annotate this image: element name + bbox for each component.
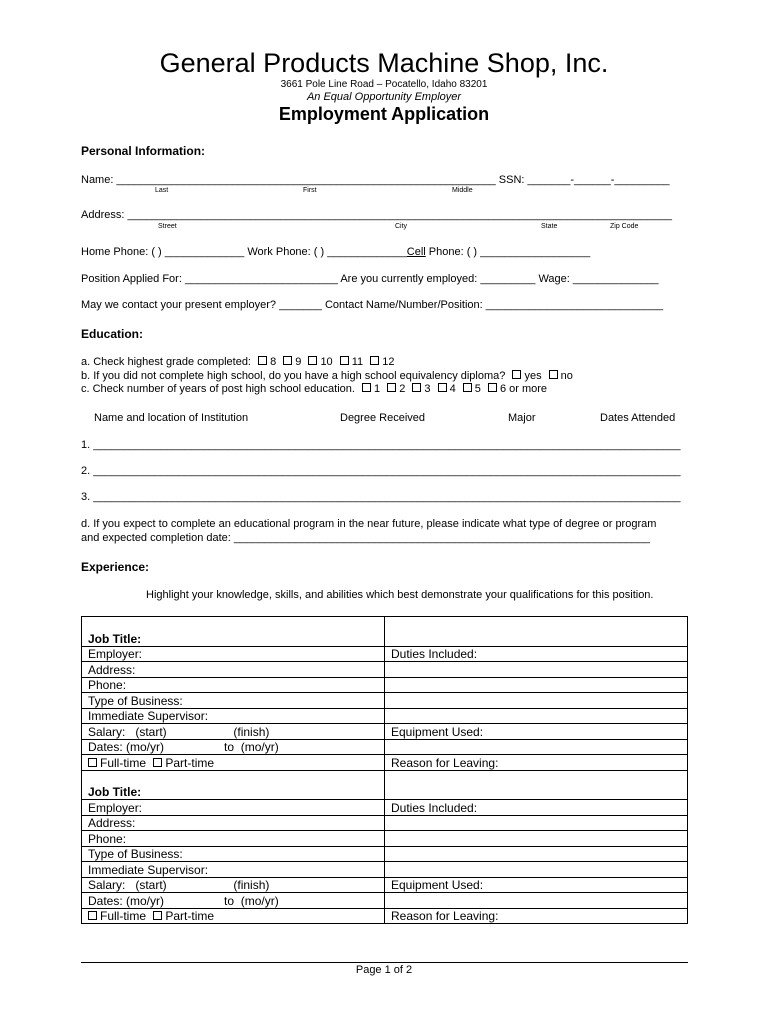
cell-label: Cell (406, 246, 426, 258)
duties-label[interactable]: Duties Included: (385, 646, 688, 662)
address-sub-zip: Zip Code (610, 223, 639, 230)
address-line[interactable]: Address: _________________________________________________________________________________________ (81, 209, 672, 221)
col-degree: Degree Received (340, 412, 425, 424)
address-label[interactable]: Address: (82, 815, 385, 831)
eoe-statement: An Equal Opportunity Employer (306, 91, 462, 103)
company-address: 3661 Pole Line Road – Pocatello, Idaho 83201 (280, 79, 488, 90)
education-row-2[interactable]: 2. ________________________________________________________________________________________________ (81, 465, 681, 477)
equivalency-row (81, 370, 573, 382)
checkbox-icon[interactable] (549, 370, 558, 379)
future-program-line-2[interactable]: and expected completion date: ____________________________________________________________________ (81, 532, 650, 544)
job-title-label[interactable]: Job Title: (82, 785, 385, 800)
education-heading: Education: (81, 327, 143, 341)
fulltime-label: Full-time (100, 909, 147, 923)
years-option: 3 (424, 383, 431, 395)
contact-line[interactable]: May we contact your present employer? _______ Contact Name/Number/Position: _____________________________ (81, 299, 664, 311)
experience-instruction: Highlight your knowledge, skills, and abilities which best demonstrate your qualifications for this position. (146, 589, 654, 601)
checkbox-icon[interactable] (387, 383, 396, 392)
years-option: 5 (474, 383, 481, 395)
checkbox-icon[interactable] (153, 911, 162, 920)
position-line[interactable]: Position Applied For: _________________________ Are you currently employed: _________ Wage: ______________ (81, 273, 659, 285)
blank-cell[interactable] (385, 631, 688, 646)
checkbox-icon[interactable] (308, 356, 317, 365)
home-work-phone: Home Phone: ( ) _____________ Work Phone: ( ) _____________ (81, 246, 407, 258)
supervisor-label[interactable]: Immediate Supervisor: (82, 708, 385, 724)
spacer-cell (385, 617, 688, 632)
address-sub-state: State (541, 223, 558, 230)
employer-label[interactable]: Employer: (82, 800, 385, 816)
checkbox-icon[interactable] (88, 758, 97, 767)
years-option: 6 or more (499, 383, 548, 395)
personal-heading: Personal Information: (81, 144, 206, 158)
equivalency-no: no (560, 370, 573, 382)
parttime-label: Part-time (165, 755, 215, 770)
salary-label[interactable]: Salary: (start) (finish) (82, 877, 385, 893)
employment-type-cell (82, 755, 385, 771)
blank-cell[interactable] (385, 785, 688, 800)
blank-cell[interactable] (385, 693, 688, 709)
education-row-1[interactable]: 1. ________________________________________________________________________________________________ (81, 439, 681, 451)
name-sub-last: Last (155, 187, 169, 194)
grade-prompt: a. Check highest grade completed: (81, 356, 251, 368)
cell-phone: Phone: ( ) __________________ (425, 246, 591, 258)
equipment-label[interactable]: Equipment Used: (385, 724, 688, 740)
type-business-label[interactable]: Type of Business: (82, 846, 385, 862)
checkbox-icon[interactable] (258, 356, 267, 365)
duties-label[interactable]: Duties Included: (385, 800, 688, 816)
fulltime-label: Full-time (100, 755, 147, 770)
address-label[interactable]: Address: (82, 662, 385, 678)
years-option: 4 (449, 383, 456, 395)
years-option: 2 (399, 383, 406, 395)
checkbox-icon[interactable] (488, 383, 497, 392)
education-row-3[interactable]: 3. ________________________________________________________________________________________________ (81, 491, 681, 503)
address-sub-street: Street (158, 223, 177, 230)
col-institution: Name and location of Institution (94, 412, 249, 424)
checkbox-icon[interactable] (362, 383, 371, 392)
spacer-cell (385, 770, 688, 785)
blank-cell[interactable] (385, 831, 688, 847)
grade-option: 10 (320, 356, 333, 368)
checkbox-icon[interactable] (438, 383, 447, 392)
salary-label[interactable]: Salary: (start) (finish) (82, 724, 385, 740)
footer-divider (81, 962, 688, 963)
col-major: Major (508, 412, 536, 424)
checkbox-icon[interactable] (88, 911, 97, 920)
blank-cell[interactable] (385, 739, 688, 755)
type-business-label[interactable]: Type of Business: (82, 693, 385, 709)
blank-cell[interactable] (385, 862, 688, 878)
job-title-label[interactable]: Job Title: (82, 631, 385, 646)
blank-cell[interactable] (385, 662, 688, 678)
name-sub-first: First (303, 187, 317, 194)
dates-label[interactable]: Dates: (mo/yr) to (mo/yr) (82, 739, 385, 755)
page-number: Page 1 of 2 (355, 964, 413, 976)
experience-heading: Experience: (81, 560, 150, 574)
checkbox-icon[interactable] (340, 356, 349, 365)
phone-line[interactable] (81, 246, 590, 258)
document-title: Employment Application (278, 104, 490, 124)
grade-completed-row (81, 356, 394, 368)
spacer-cell (82, 617, 385, 632)
name-ssn-line[interactable]: Name: ______________________________________________________________ SSN: _______-______-_________ (81, 174, 670, 186)
checkbox-icon[interactable] (283, 356, 292, 365)
post-hs-row (81, 383, 547, 395)
employment-type-cell (82, 908, 385, 924)
spacer-cell (82, 770, 385, 785)
checkbox-icon[interactable] (463, 383, 472, 392)
equipment-label[interactable]: Equipment Used: (385, 877, 688, 893)
post-hs-prompt: c. Check number of years of post high school education. (81, 383, 355, 395)
checkbox-icon[interactable] (512, 370, 521, 379)
blank-cell[interactable] (385, 708, 688, 724)
grade-option: 9 (295, 356, 302, 368)
experience-table (81, 616, 688, 924)
reason-label[interactable]: Reason for Leaving: (385, 755, 688, 771)
grade-option: 11 (351, 356, 364, 368)
blank-cell[interactable] (385, 815, 688, 831)
blank-cell[interactable] (385, 677, 688, 693)
equivalency-yes: yes (524, 370, 542, 382)
phone-label[interactable]: Phone: (82, 831, 385, 847)
employer-label[interactable]: Employer: (82, 646, 385, 662)
years-option: 1 (374, 383, 381, 395)
supervisor-label[interactable]: Immediate Supervisor: (82, 862, 385, 878)
dates-label[interactable]: Dates: (mo/yr) to (mo/yr) (82, 893, 385, 909)
grade-option: 12 (382, 356, 395, 368)
company-name: General Products Machine Shop, Inc. (159, 48, 609, 78)
checkbox-icon[interactable] (412, 383, 421, 392)
phone-label[interactable]: Phone: (82, 677, 385, 693)
blank-cell[interactable] (385, 846, 688, 862)
blank-cell[interactable] (385, 893, 688, 909)
equivalency-prompt: b. If you did not complete high school, do you have a high school equivalency diploma? (81, 370, 506, 382)
checkbox-icon[interactable] (153, 758, 162, 767)
address-sub-city: City (395, 223, 408, 230)
col-dates: Dates Attended (600, 412, 676, 424)
reason-label[interactable]: Reason for Leaving: (385, 908, 688, 924)
parttime-label: Part-time (165, 909, 215, 923)
grade-option: 8 (270, 356, 277, 368)
future-program-line-1: d. If you expect to complete an educational program in the near future, please indicate what type of degree or program (81, 518, 657, 530)
name-sub-middle: Middle (452, 187, 473, 194)
checkbox-icon[interactable] (370, 356, 379, 365)
